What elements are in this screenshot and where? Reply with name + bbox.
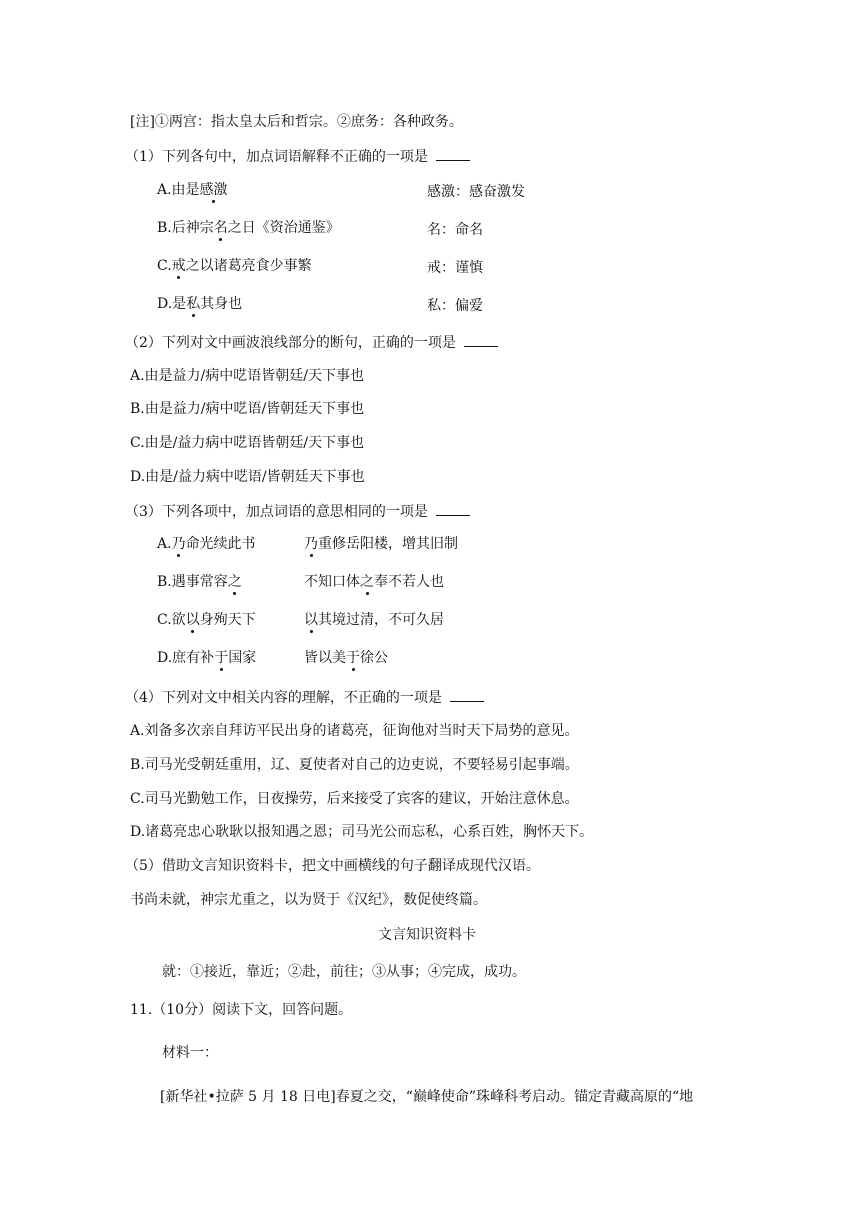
q1-a-pre: A.由是 xyxy=(157,182,200,198)
q4-option-d: D.诸葛亮忠心耿耿以报知遇之恩；司马光公而忘私，心系百姓，胸怀天下。 xyxy=(130,824,594,840)
q11-stem: 11.（10分）阅读下文，回答问题。 xyxy=(130,1002,353,1018)
q1-d-dotted: 私 xyxy=(186,296,201,312)
q3-option-d xyxy=(157,648,256,668)
q3-a2-post: 重修岳阳楼，增其旧制 xyxy=(318,536,458,552)
q3-c2-dotted: 以 xyxy=(304,612,318,628)
q1-c-post: 之以诸葛亮食少事繁 xyxy=(185,258,312,274)
q3-c-pre: C.欲 xyxy=(157,612,186,628)
q1-c-dotted: 戒 xyxy=(171,258,186,274)
q1-option-d xyxy=(157,294,242,314)
q3-option-c xyxy=(157,610,256,630)
answer-blank xyxy=(436,146,470,161)
q4-stem xyxy=(125,687,484,708)
q3-c-post: 身殉天下 xyxy=(199,612,256,628)
material-label: 材料一： xyxy=(162,1045,218,1061)
q2-stem-text: （2）下列对文中画波浪线部分的断句，正确的一项是 xyxy=(125,335,456,351)
q1-option-a xyxy=(157,180,228,200)
q3-compare-d xyxy=(304,648,388,668)
q1-d-pre: D.是 xyxy=(157,296,187,312)
q1-b-pre: B.后神宗 xyxy=(157,220,214,236)
q1-gloss-d: 私：偏爱 xyxy=(427,298,483,314)
q2-stem xyxy=(125,332,498,353)
answer-blank xyxy=(436,501,470,516)
q3-stem-text: （3）下列各项中，加点词语的意思相同的一项是 xyxy=(125,504,428,520)
q3-b2-post: 奉不若人也 xyxy=(374,574,444,590)
q3-compare-c xyxy=(304,610,444,630)
q3-d2-pre: 皆以美 xyxy=(304,650,346,666)
q3-d-dotted: 于 xyxy=(214,650,229,666)
q1-d-post: 其身也 xyxy=(200,296,243,312)
card-title: 文言知识资料卡 xyxy=(378,927,476,943)
q3-b2-dotted: 之 xyxy=(360,574,374,590)
q1-c-pre: C. xyxy=(157,258,172,274)
q3-a-dotted: 乃 xyxy=(171,536,186,552)
q3-d-post: 国家 xyxy=(228,650,257,666)
q3-option-a xyxy=(157,534,256,554)
answer-blank xyxy=(450,687,484,702)
q3-compare-a xyxy=(304,534,458,554)
q2-option-c: C.由是/益力病中呓语皆朝廷/天下事也 xyxy=(130,435,365,451)
material-text: [新华社•拉萨 5 月 18 日电]春夏之交，“巅峰使命”珠峰科考启动。锚定青藏高原的“地 xyxy=(160,1089,694,1105)
q3-b-dotted: 之 xyxy=(227,574,242,590)
q5-sentence: 书尚未就，神宗尤重之，以为贤于《汉纪》，数促使终篇。 xyxy=(130,892,487,908)
q1-stem xyxy=(125,146,470,167)
q1-a-dotted: 感激 xyxy=(199,182,228,198)
q3-compare-b xyxy=(304,572,444,592)
q3-stem xyxy=(125,501,470,522)
q3-c-dotted: 以 xyxy=(185,612,200,628)
q3-d-pre: D.庶有补 xyxy=(157,650,215,666)
q1-b-post: 之日《资治通鉴》 xyxy=(227,220,340,236)
q4-stem-text: （4）下列对文中相关内容的理解，不正确的一项是 xyxy=(125,690,442,706)
q3-c2-post: 其境过清，不可久居 xyxy=(318,612,444,628)
q2-option-b: B.由是益力/病中呓语/皆朝廷天下事也 xyxy=(130,401,365,417)
card-body: 就：①接近，靠近；②赴，前往；③从事；④完成，成功。 xyxy=(162,964,526,980)
q3-a-pre: A. xyxy=(157,536,172,552)
q5-stem: （5）借助文言知识资料卡，把文中画横线的句子翻译成现代汉语。 xyxy=(125,858,540,874)
q1-gloss-c: 戒：谨慎 xyxy=(427,260,483,276)
q2-option-a: A.由是益力/病中呓语皆朝廷/天下事也 xyxy=(130,368,364,384)
q3-b2-pre: 不知口体 xyxy=(304,574,360,590)
q3-d2-post: 徐公 xyxy=(360,650,388,666)
q1-b-dotted: 名 xyxy=(213,220,228,236)
q1-stem-text: （1）下列各句中，加点词语解释不正确的一项是 xyxy=(125,149,428,165)
q1-option-b xyxy=(157,218,340,238)
q4-option-b: B.司马光受朝廷重用，辽、夏使者对自己的边吏说，不要轻易引起事端。 xyxy=(130,757,579,773)
q1-gloss-b: 名：命名 xyxy=(427,222,483,238)
q4-option-a: A.刘备多次亲自拜访平民出身的诸葛亮，征询他对当时天下局势的意见。 xyxy=(130,723,579,739)
q3-option-b xyxy=(157,572,242,592)
q3-b-pre: B.遇事常容 xyxy=(157,574,228,590)
q3-a2-dotted: 乃 xyxy=(304,536,318,552)
q2-option-d: D.由是/益力病中呓语/皆朝廷天下事也 xyxy=(130,469,365,485)
answer-blank xyxy=(464,332,498,347)
note: [注]①两宫：指太皇太后和哲宗。②庶务：各种政务。 xyxy=(130,114,463,130)
q3-d2-dotted: 于 xyxy=(346,650,360,666)
q1-option-c xyxy=(157,256,312,276)
q4-option-c: C.司马光勤勉工作，日夜操劳，后来接受了宾客的建议，开始注意休息。 xyxy=(130,791,579,807)
q3-a-post: 命光续此书 xyxy=(185,536,256,552)
q1-gloss-a: 感激：感奋激发 xyxy=(427,184,525,200)
